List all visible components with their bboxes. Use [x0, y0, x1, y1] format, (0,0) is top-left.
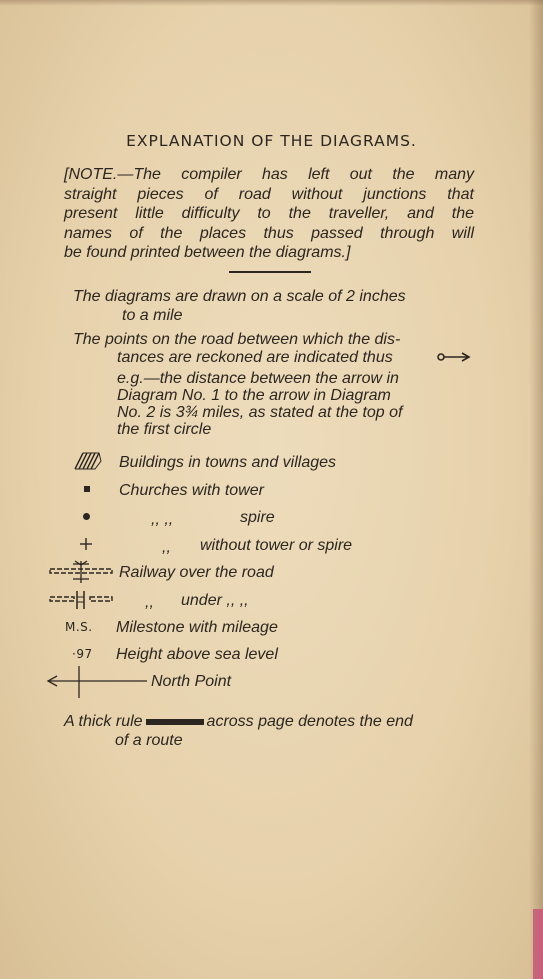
points-line-4: Diagram No. 1 to the arrow in Diagram — [117, 387, 391, 404]
hatched-buildings-icon — [73, 451, 103, 471]
legend-label: Churches with tower — [119, 482, 264, 499]
page-top-edge — [0, 0, 543, 6]
legend-row-height — [0, 643, 543, 665]
legend-row-milestone — [0, 616, 543, 638]
scale-line-2: to a mile — [122, 307, 183, 324]
page-corner-mark — [533, 909, 543, 979]
legend-label: spire — [240, 509, 275, 526]
legend-row-railway-under — [0, 589, 543, 611]
legend-row-church-plain — [0, 534, 543, 556]
legend-label: under ,, ,, — [181, 592, 249, 609]
reckoning-arrow-icon — [436, 350, 472, 364]
points-line-6: the first circle — [117, 421, 212, 438]
legend-row-north — [0, 670, 543, 692]
points-line-1: The points on the road between which the dis- — [73, 331, 401, 348]
thick-rule-line-1 — [64, 712, 413, 732]
compiler-note — [64, 165, 474, 263]
cross-church-icon — [79, 537, 93, 551]
height-symbol: ·97 — [72, 647, 93, 661]
legend-label: Buildings in towns and villages — [119, 454, 337, 471]
thick-rule-text-after: across page denotes the end — [206, 713, 413, 730]
legend-row-buildings — [0, 451, 543, 473]
legend-label: Milestone with mileage — [116, 619, 278, 636]
legend-row-church-spire — [0, 506, 543, 528]
points-line-2: tances are reckoned are indicated thus — [117, 349, 393, 366]
legend-row-railway-over — [0, 561, 543, 583]
thick-rule-icon — [146, 719, 204, 725]
thick-rule-line-2: of a route — [115, 732, 183, 749]
ditto-marks: ,, — [162, 539, 171, 556]
note-line: present little difficulty to the traveller, and the — [64, 205, 474, 222]
milestone-symbol: M.S. — [65, 620, 93, 634]
railway-over-icon — [48, 559, 118, 585]
note-line: straight pieces of road without junctions that — [64, 185, 474, 203]
note-line: names of the places thus passed through will — [64, 224, 474, 242]
legend-label: without tower or spire — [200, 537, 353, 554]
north-point-icon — [45, 664, 149, 700]
thick-rule-text-before: A thick rule — [64, 713, 143, 730]
legend-label: Height above sea level — [116, 646, 278, 663]
legend-label: Railway over the road — [119, 564, 274, 581]
page-title: EXPLANATION OF THE DIAGRAMS. — [126, 132, 417, 150]
dot-church-spire-icon — [83, 513, 90, 520]
ditto-marks: ,, ,, — [151, 511, 174, 528]
points-line-5: No. 2 is 3¾ miles, as stated at the top of — [117, 404, 403, 421]
legend-row-church-tower — [0, 479, 543, 501]
legend-label: North Point — [151, 673, 232, 690]
scale-line-1: The diagrams are drawn on a scale of 2 inches — [73, 288, 406, 305]
note-line: [NOTE.—The compiler has left out the many — [64, 166, 474, 183]
note-line: be found printed between the diagrams.] — [64, 244, 351, 261]
points-line-3: e.g.—the distance between the arrow in — [117, 370, 399, 387]
railway-under-icon — [48, 589, 118, 611]
section-divider — [229, 271, 311, 273]
ditto-marks: ,, — [145, 594, 154, 611]
square-church-tower-icon — [84, 486, 90, 492]
